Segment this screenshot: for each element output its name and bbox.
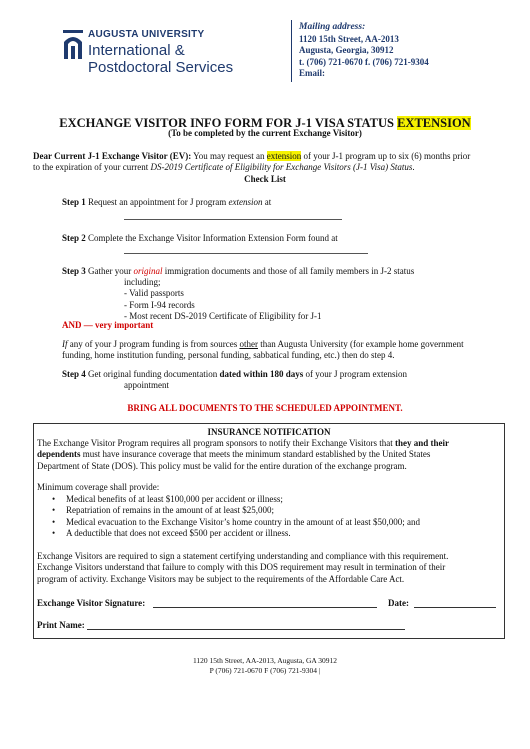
funding-line-2: funding, home institution funding, personal funding, sabbatical funding, etc.) then do step 4.: [62, 350, 395, 361]
step-4-text-2: of your J program extension: [303, 369, 408, 379]
logo-university-name: AUGUSTA UNIVERSITY: [88, 29, 205, 40]
email-label: Email:: [299, 68, 325, 79]
insurance-heading: INSURANCE NOTIFICATION: [207, 427, 331, 437]
intro-text-3: to the expiration of your current: [33, 162, 151, 173]
title-main: EXCHANGE VISITOR INFO FORM FOR J-1 VISA STATUS: [59, 116, 394, 130]
coverage-item: • Medical evacuation to the Exchange Visitor’s home country in the amount of at least $50,000; and: [66, 517, 506, 528]
step-3-label: Step 3: [62, 266, 86, 276]
funding-text-2: than Augusta University (for example home government: [257, 339, 464, 349]
mailing-address-block: [299, 22, 429, 80]
step-3-including: including;: [124, 277, 161, 287]
step-3-item: - Most recent DS-2019 Certificate of Eligibility for J-1: [124, 311, 322, 322]
logo-line-2: Postdoctoral Services: [88, 59, 234, 76]
university-logo: [62, 28, 272, 82]
funding-paragraph: [62, 339, 512, 362]
step-3: [62, 266, 414, 277]
insurance-p1-bold-1: they and their: [395, 438, 450, 448]
step-1-text: Request an appointment for J program: [85, 197, 229, 207]
step-1-tail: at: [262, 197, 272, 207]
funding-other: other: [239, 339, 258, 349]
coverage-item: • A deductible that does not exceed $500 per accident or illness.: [66, 528, 506, 539]
coverage-list: [46, 494, 506, 540]
date-label: Date:: [388, 598, 409, 608]
step-4-text-1: Get original funding documentation: [85, 369, 220, 379]
step-4-line-2: appointment: [124, 380, 169, 390]
step-2-link-line: [124, 253, 368, 254]
signature-field[interactable]: [153, 607, 377, 608]
insurance-p1-a: The Exchange Visitor Program requires all program sponsors to notify their Exchange Visitors that: [37, 438, 396, 448]
coverage-item: • Repatriation of remains in the amount of at least $25,000;: [66, 505, 506, 516]
footer-address: 1120 15th Street, AA-2013, Augusta, GA 30912: [192, 656, 338, 665]
step-3-post: immigration documents and those of all family members in J-2 status: [162, 266, 415, 276]
insurance-p2-line-2: Exchange Visitors understand that failure to comply with this DOS requirement may result in termination of their: [37, 562, 446, 573]
step-3-item: - Form I-94 records: [124, 299, 195, 310]
insurance-p1-bold-2: dependents: [37, 449, 81, 460]
print-name-label: Print Name:: [37, 620, 85, 630]
arch-logo-icon: [62, 28, 84, 60]
step-3-list: [124, 277, 321, 323]
funding-text-1: any of your J program funding is from sources: [67, 339, 240, 349]
intro-text-4: .: [412, 162, 415, 173]
intro-document-name: DS-2019 Certificate of Eligibility for Exchange Visitors (J-1 Visa) Status: [150, 162, 413, 173]
footer: [0, 656, 530, 676]
minimum-coverage-label: Minimum coverage shall provide:: [37, 482, 160, 492]
step-4-label: Step 4: [62, 369, 86, 379]
bring-all-documents-notice: BRING ALL DOCUMENTS TO THE SCHEDULED APPOINTMENT.: [127, 403, 403, 413]
insurance-paragraph-1: [37, 438, 503, 472]
insurance-p2-line-3: program of activity. Exchange Visitors may be subject to the requirements of the Affordable Care Act.: [37, 573, 405, 584]
signature-label: Exchange Visitor Signature:: [37, 598, 146, 608]
insurance-p2-line-1: Exchange Visitors are required to sign a statement certifying understanding and compliance with this requirement.: [37, 551, 449, 561]
step-1-italic: extension: [228, 197, 263, 207]
insurance-paragraph-2: [37, 551, 503, 585]
phone-fax: t. (706) 721-0670 f. (706) 721-9304: [299, 56, 429, 67]
step-2: [62, 233, 338, 244]
intro-greeting: Dear Current J-1 Exchange Visitor (EV):: [33, 151, 192, 161]
intro-text-1: You may request an: [191, 151, 267, 161]
print-name-field[interactable]: [87, 629, 405, 630]
step-3-item: - Valid passports: [124, 288, 184, 299]
step-3-pre: Gather your: [85, 266, 134, 276]
intro-paragraph: [33, 151, 513, 174]
footer-phones: P (706) 721-0670 F (706) 721-9304 |: [209, 666, 321, 675]
mailing-address-label: Mailing address:: [299, 22, 366, 32]
step-1-label: Step 1: [62, 197, 86, 207]
insurance-p1-b: must have insurance coverage that meets the minimum standard established by the United States: [80, 449, 431, 460]
intro-highlight: extension: [266, 151, 302, 161]
step-1-link-line: [124, 219, 342, 220]
logo-line-1: International &: [88, 42, 185, 59]
address-line-2: Augusta, Georgia, 30912: [299, 45, 394, 56]
step-4: [62, 369, 407, 380]
and-important-note: AND — very important: [62, 320, 154, 330]
date-field[interactable]: [414, 607, 496, 608]
header-divider: [291, 20, 292, 82]
address-line-1: 1120 15th Street, AA-2013: [299, 33, 399, 44]
page-subtitle: (To be completed by the current Exchange Visitor): [168, 128, 362, 138]
step-2-text: Complete the Exchange Visitor Information Extension Form found at: [85, 233, 338, 243]
funding-if: If: [62, 339, 68, 349]
insurance-p1-c: Department of State (DOS). This policy must be valid for the entire duration of the exchange program.: [37, 460, 407, 471]
intro-text-2: of your J-1 program up to six (6) months prior: [301, 151, 471, 161]
checklist-heading: Check List: [244, 174, 286, 184]
step-4-bold: dated within 180 days: [219, 369, 304, 379]
step-2-label: Step 2: [62, 233, 86, 243]
step-3-original: original: [133, 266, 163, 276]
coverage-item: • Medical benefits of at least $100,000 per accident or illness;: [66, 494, 506, 505]
title-highlight: EXTENSION: [397, 116, 471, 130]
step-1: [62, 197, 271, 208]
